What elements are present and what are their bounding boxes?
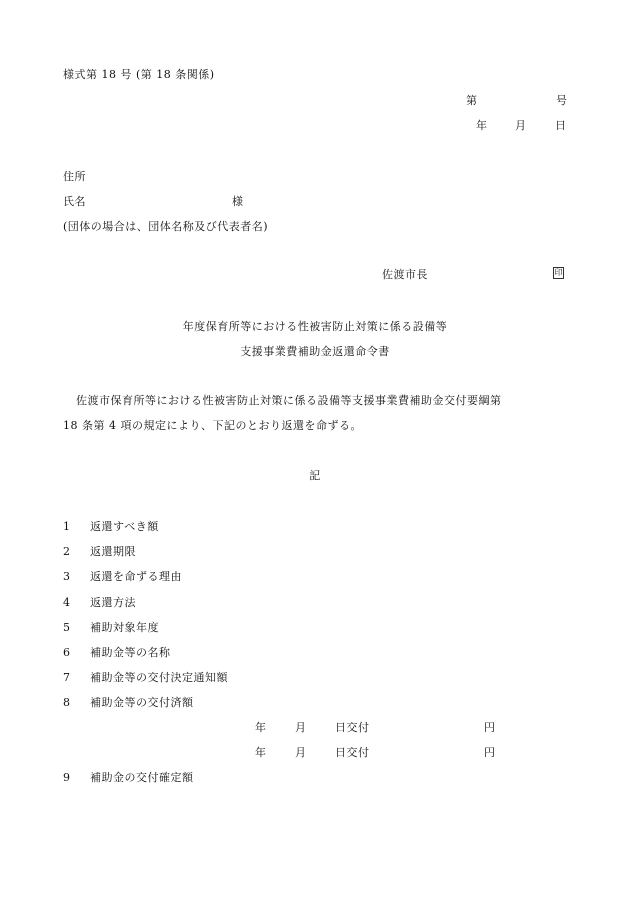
sub-row-year: 年 [255,746,267,759]
sub-row-year: 年 [255,721,267,734]
item-no: 1 [63,520,71,533]
sub-row-yen: 円 [484,721,496,734]
item-no: 9 [63,771,71,784]
sub-row-month: 月 [295,721,307,734]
item-no: 4 [63,596,71,609]
ki-heading: 記 [309,469,321,482]
item-label: 返還を命ずる理由 [90,570,182,583]
item-no: 6 [63,646,71,659]
document-title-line2: 支援事業費補助金返還命令書 [240,345,390,358]
issuer-title: 佐渡市長 [382,268,428,281]
doc-number-suffix: 号 [556,94,568,107]
date-year: 年 [476,119,488,132]
sub-row-yen: 円 [484,746,496,759]
item-label: 補助金等の名称 [90,646,171,659]
item-label: 返還すべき額 [90,520,159,533]
item-label: 返還方法 [90,596,136,609]
sub-row-day-issue: 日交付 [335,746,370,759]
honorific: 様 [232,195,244,208]
item-no: 5 [63,621,71,634]
document-title-line1: 年度保育所等における性被害防止対策に係る設備等 [182,320,448,333]
seal-mark: 印 [554,268,563,277]
item-label: 補助対象年度 [90,621,159,634]
item-label: 補助金等の交付済額 [90,696,194,709]
sub-row-month: 月 [295,746,307,759]
body-line2: 18 条第 4 項の規定により、下記のとおり返還を命ずる。 [63,419,362,432]
body-line1: 佐渡市保育所等における性被害防止対策に係る設備等支援事業費補助金交付要綱第 [76,394,502,407]
item-no: 3 [63,570,71,583]
address-label: 住所 [63,170,86,183]
item-label: 返還期限 [90,545,136,558]
item-label: 補助金等の交付決定通知額 [90,671,228,684]
form-number: 様式第 18 号 (第 18 条関係) [63,68,215,81]
name-label: 氏名 [63,195,86,208]
date-month: 月 [515,119,527,132]
group-note: (団体の場合は、団体名称及び代表者名) [63,220,269,233]
doc-number-prefix: 第 [466,94,478,107]
item-no: 2 [63,545,71,558]
date-day: 日 [555,119,567,132]
item-no: 8 [63,696,71,709]
sub-row-day-issue: 日交付 [335,721,370,734]
item-label: 補助金の交付確定額 [90,771,194,784]
item-no: 7 [63,671,71,684]
